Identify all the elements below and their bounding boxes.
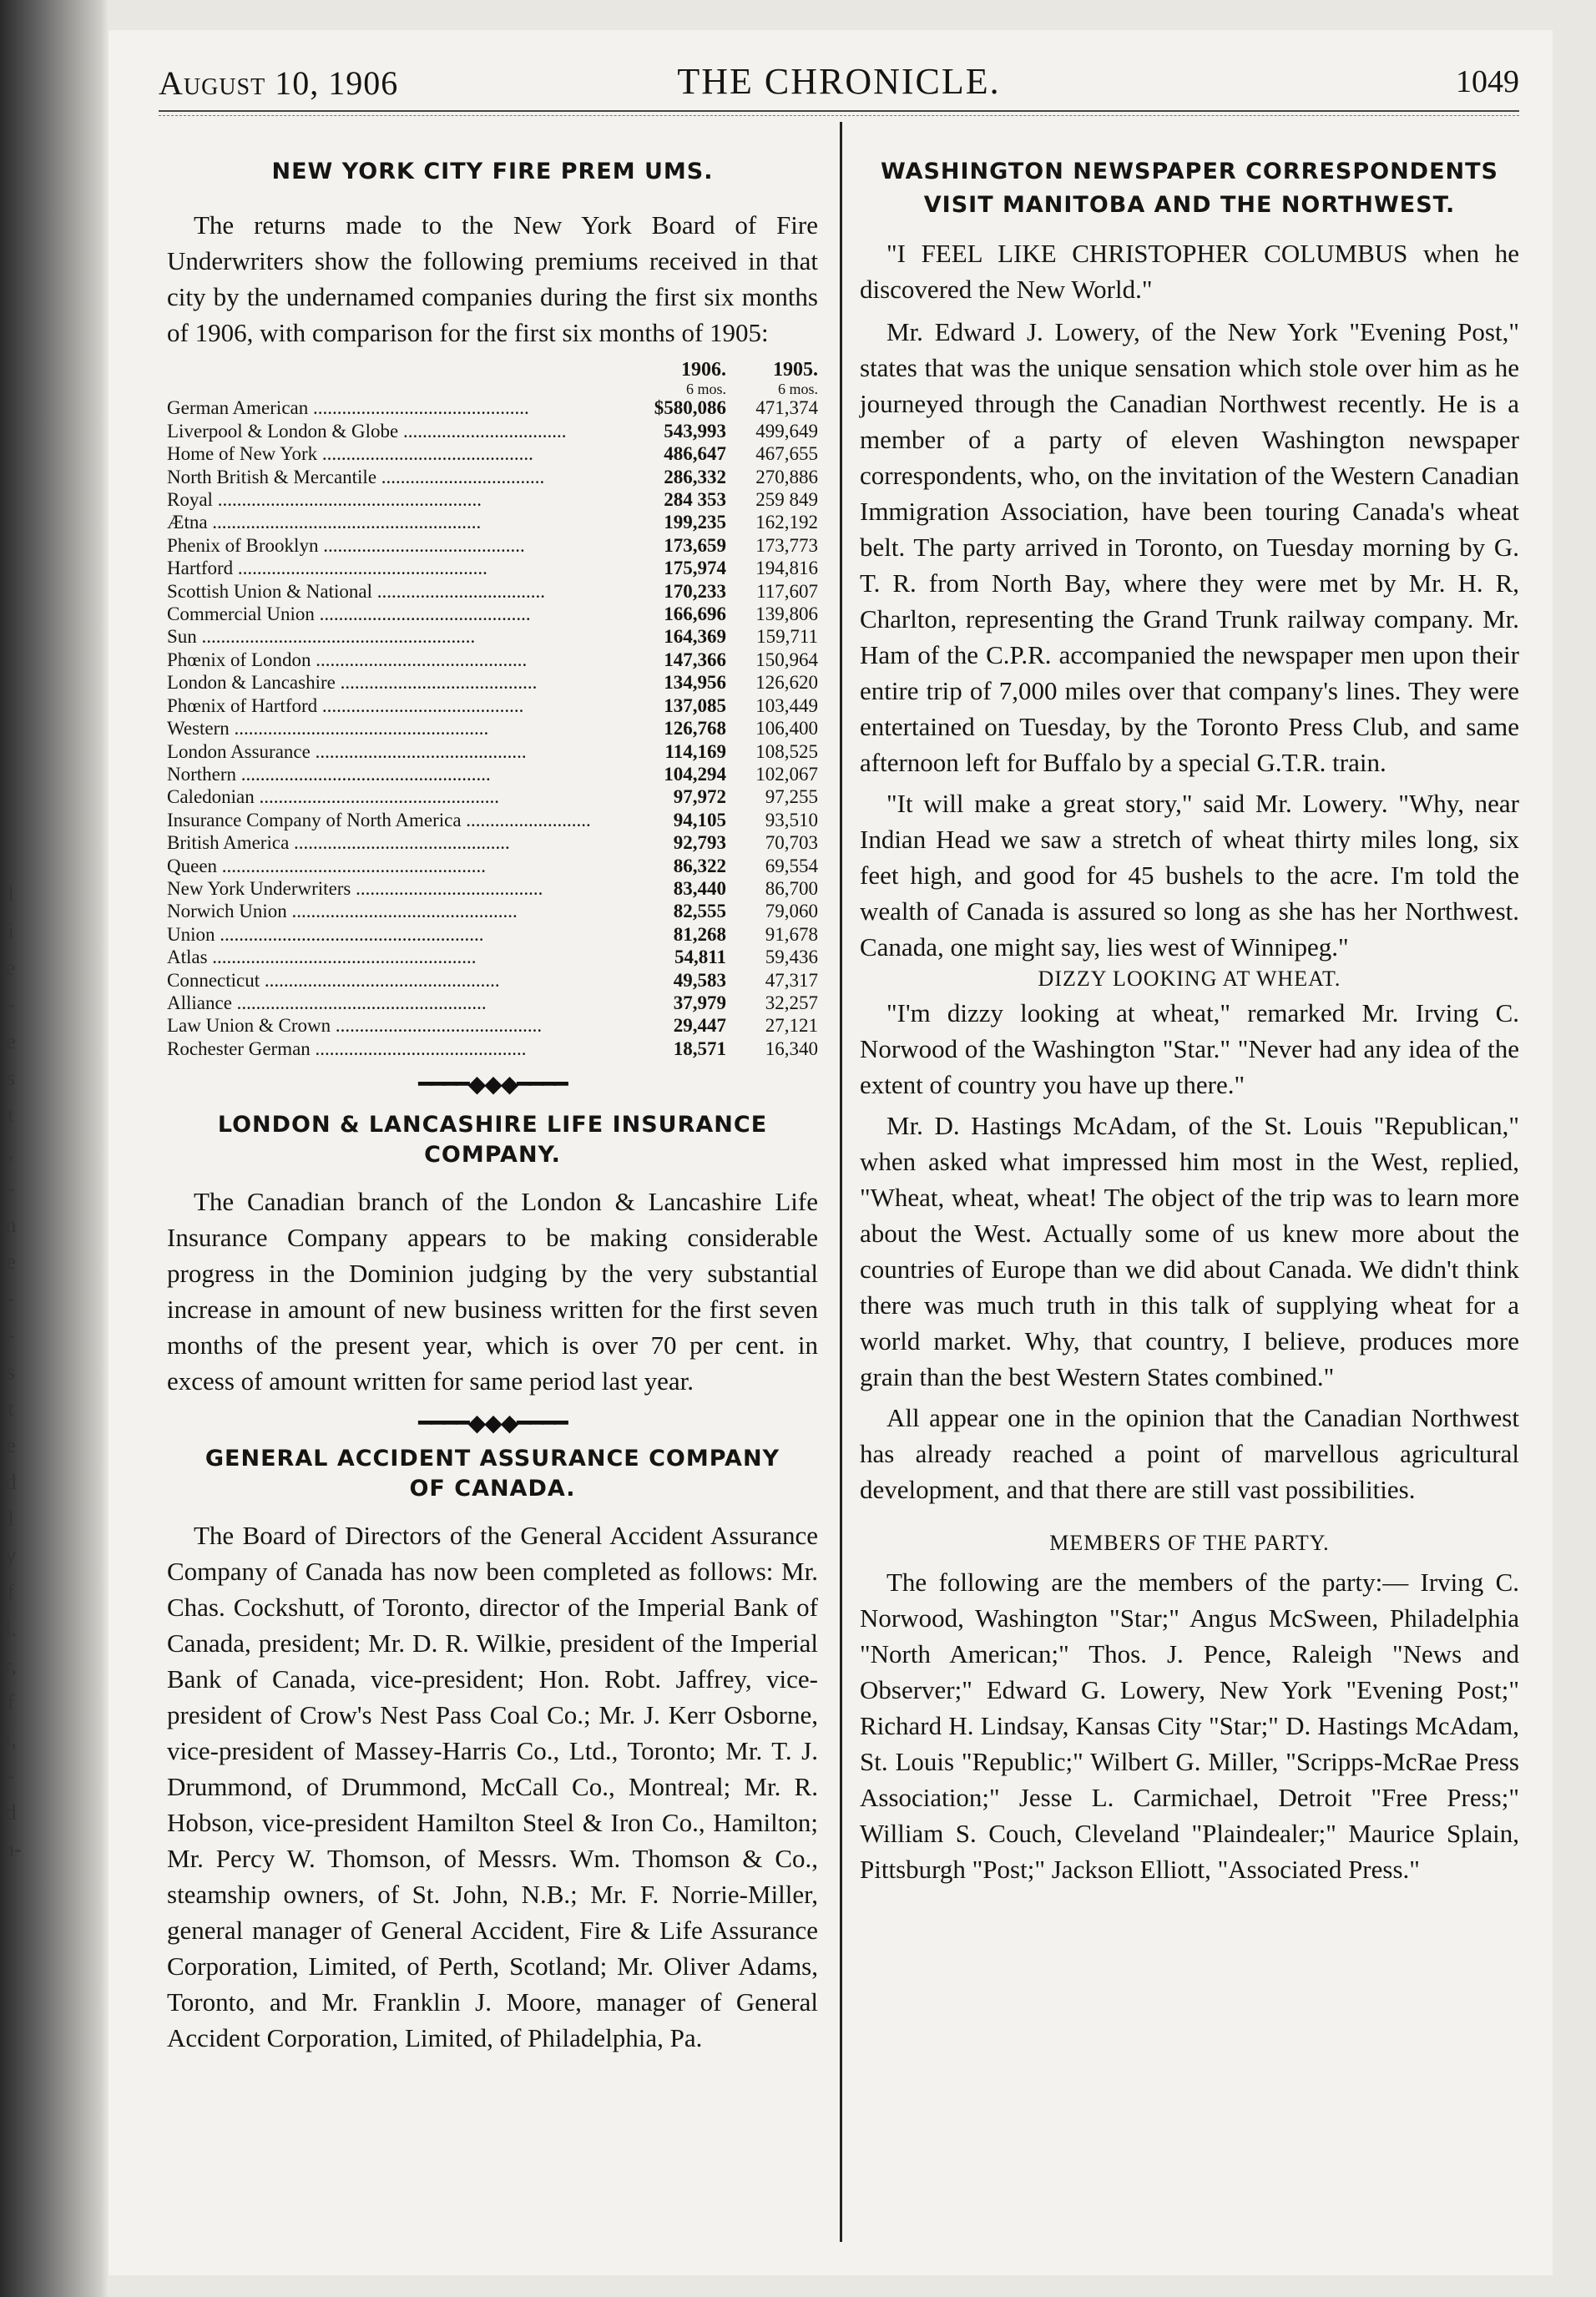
margin-fragment: n- bbox=[3, 1837, 22, 1861]
article-heading: LONDON & LANCASHIRE LIFE INSURANCE bbox=[217, 1112, 768, 1138]
right-column bbox=[860, 127, 1519, 1887]
column-header-1906: 1906. bbox=[681, 359, 726, 381]
premium-1906: 86,322 bbox=[673, 855, 726, 876]
left-column bbox=[167, 127, 818, 2056]
premium-1906: 54,811 bbox=[674, 947, 726, 968]
newspaper-page bbox=[109, 30, 1553, 2275]
article-paragraph-3: "It will make a great story," said Mr. Lowery. "Why, near Indian Head we saw a stretch of wheat thirty miles long, six feet high, and good for 45 bushels to the acre. I'm told the wealth of Canada is assured so long as she has her Northwest. Canada, one might say, lies west of Winnipeg." bbox=[860, 789, 1519, 962]
company-name: Caledonian .................................................. bbox=[167, 786, 499, 808]
premium-1906: 94,105 bbox=[673, 809, 726, 830]
margin-fragment: y bbox=[5, 1543, 17, 1568]
margin-fragment: i, bbox=[5, 1727, 17, 1751]
premium-1906: 284 353 bbox=[664, 489, 726, 511]
company-name: Commercial Union ............................................ bbox=[167, 603, 531, 625]
margin-fragment: e bbox=[6, 1433, 16, 1457]
margin-fragment: t bbox=[8, 1103, 14, 1127]
premium-1906: 166,696 bbox=[664, 603, 726, 625]
section-ornament: ━━━━◆◆◆━━━━ bbox=[418, 1070, 567, 1098]
table-row bbox=[167, 969, 818, 992]
margin-fragment: f bbox=[7, 1690, 15, 1714]
premium-1905: 471,374 bbox=[755, 397, 818, 419]
unit-1905: 6 mos. bbox=[777, 381, 818, 397]
company-name: Liverpool & London & Globe .................................. bbox=[167, 420, 567, 442]
premium-1906: 164,369 bbox=[664, 626, 726, 648]
margin-fragment: d bbox=[5, 1470, 17, 1494]
margin-fragment: s bbox=[6, 1066, 16, 1090]
table-header-row bbox=[167, 359, 818, 381]
premium-1905: 162,192 bbox=[755, 512, 818, 533]
margin-fragment: - bbox=[7, 992, 15, 1017]
margin-fragment: d bbox=[5, 1800, 17, 1825]
company-name: Western ..................................................... bbox=[167, 718, 489, 740]
page-number: 1049 bbox=[1456, 64, 1519, 99]
company-name: Alliance .................................................... bbox=[167, 992, 487, 1013]
premium-1905: 86,700 bbox=[765, 877, 818, 899]
margin-fragment: l. bbox=[5, 1617, 17, 1641]
margin-fragment: t bbox=[8, 1396, 14, 1421]
margin-fragment: r, bbox=[4, 1653, 18, 1678]
premium-1906: 92,793 bbox=[673, 832, 726, 854]
company-name: London Assurance ............................................ bbox=[167, 740, 527, 762]
company-name: Atlas ....................................................... bbox=[167, 947, 477, 968]
premium-1906: 170,233 bbox=[664, 580, 726, 602]
company-name: Norwich Union ............................................... bbox=[167, 901, 518, 922]
company-name: British America ............................................. bbox=[167, 832, 510, 854]
table-row bbox=[167, 603, 818, 625]
company-name: North British & Mercantile .................................. bbox=[167, 466, 545, 487]
table-row bbox=[167, 649, 818, 671]
table-row bbox=[167, 763, 818, 785]
article-body: The Board of Directors of the General Accident Assurance Company of Canada has now been completed as follows: Mr. Chas. Cockshutt, of Toronto, director of the Imperial Bank of Canada, president; Mr. D. R. Wilkie, president of the Imperial Bank of Canada, vice-president; Hon. Robt. Jaffrey, vice-president of Crow's Nest Pass Coal Co.; Mr. J. Kerr Osborne, vice-president of Massey-Harris Co., Ltd., Toronto; Mr. T. J. Drummond, of Drummond, McCall Co., Montreal; Mr. R. Hobson, vice-president Hamilton Steel & Iron Co., Hamilton; Mr. Percy W. Thomson, of Messrs. Wm. Thomson & Co., steamship owners, of St. John, N.B.; Mr. F. Norrie-Miller, general manager of General Accident, Fire & Life Assurance Corporation, Limited, of Perth, Scotland; Mr. Oliver Adams, Toronto, and Mr. Franklin J. Moore, manager of General Accident Corporation, Limited, of Philadelphia, Pa. bbox=[167, 1521, 818, 2053]
premium-1905: 173,773 bbox=[755, 534, 818, 556]
table-row bbox=[167, 809, 818, 831]
table-row bbox=[167, 396, 818, 419]
premium-1905: 259 849 bbox=[755, 489, 818, 511]
company-name: Rochester German ............................................ bbox=[167, 1037, 527, 1059]
premium-1905: 59,436 bbox=[765, 947, 818, 968]
article-heading-line2: COMPANY. bbox=[424, 1142, 561, 1169]
subheading-dizzy: DIZZY LOOKING AT WHEAT. bbox=[1038, 967, 1341, 991]
table-row bbox=[167, 557, 818, 579]
margin-fragment: - bbox=[7, 1176, 15, 1200]
margin-fragment: - bbox=[7, 1323, 15, 1347]
article-heading: NEW YORK CITY FIRE PREM UMS. bbox=[271, 159, 714, 184]
article-heading: WASHINGTON NEWSPAPER CORRESPONDENTS bbox=[881, 159, 1498, 184]
table-row bbox=[167, 511, 818, 533]
article-body: The Canadian branch of the London & Lancashire Life Insurance Company appears to be making considerable progress in the Dominion judging by the very substantial increase in amount of new business written for the first seven months of the present year, which is over 70 per cent. in excess of amount written for same period last year. bbox=[167, 1187, 818, 1396]
running-header bbox=[159, 55, 1519, 105]
premium-1906: 175,974 bbox=[664, 558, 726, 579]
company-name: Home of New York ............................................ bbox=[167, 443, 533, 465]
article-paragraph-2: Mr. Edward J. Lowery, of the New York "Evening Post," states that was the unique sensation which stole over him as he journeyed through the Canadian Northwest recently. He is a member of a party of eleven Washington newspaper correspondents, who, on the invitation of the Western Canadian Immigration Association, have been touring Canada's wheat belt. The party arrived in Toronto, on Tuesday morning by G. T. R. from North Bay, where they were met by Mr. H. R, Charlton, representing the Grand Trunk railway company. Mr. Ham of the C.P.R. accompanied the newspaper men upon their entire trip of 7,000 miles over that company's lines. They were entertained on Tuesday, by the Toronto Press Club, and same afternoon left for Buffalo by a special G.T.R. train. bbox=[860, 317, 1519, 777]
company-name: Law Union & Crown ........................................... bbox=[167, 1015, 543, 1037]
table-row bbox=[167, 717, 818, 740]
table-row bbox=[167, 900, 818, 922]
margin-fragment: n bbox=[5, 1213, 17, 1237]
premium-1906: 137,085 bbox=[664, 694, 726, 716]
premium-1905: 103,449 bbox=[755, 694, 818, 716]
premium-1906: 199,235 bbox=[664, 512, 726, 533]
company-name: Phenix of Brooklyn .......................................... bbox=[167, 534, 525, 556]
premium-1905: 97,255 bbox=[765, 786, 818, 808]
adjacent-page-margin bbox=[3, 876, 22, 1868]
premium-1906: 49,583 bbox=[673, 969, 726, 991]
table-row bbox=[167, 992, 818, 1014]
margin-fragment: l bbox=[8, 882, 14, 906]
table-row bbox=[167, 466, 818, 488]
premium-1906: 97,972 bbox=[673, 786, 726, 808]
premium-1905: 150,964 bbox=[755, 649, 818, 670]
margin-fragment: - bbox=[7, 1286, 15, 1310]
premium-1905: 69,554 bbox=[765, 855, 818, 876]
margin-fragment: e bbox=[6, 956, 16, 980]
premium-1905: 27,121 bbox=[765, 1015, 818, 1037]
article-intro: The returns made to the New York Board of Fire Underwriters show the following premiums received in that city by the undernamed companies during the first six months of 1906, with comparison for the first six months of 1905: bbox=[167, 210, 818, 347]
unit-1906: 6 mos. bbox=[685, 381, 726, 397]
header-rule bbox=[159, 110, 1519, 112]
premium-1905: 270,886 bbox=[755, 466, 818, 487]
premium-1905: 467,655 bbox=[755, 443, 818, 465]
premium-1906: 18,571 bbox=[673, 1037, 726, 1059]
company-name: Northern .................................................... bbox=[167, 763, 491, 785]
premium-1906: 126,768 bbox=[664, 718, 726, 740]
company-name: Scottish Union & National ................................... bbox=[167, 580, 545, 602]
article-paragraph-4: "I'm dizzy looking at wheat," remarked Mr. Irving C. Norwood of the Washington "Star." "Never had any idea of the extent of country you have up there." bbox=[860, 998, 1519, 1099]
table-row bbox=[167, 1037, 818, 1060]
article-paragraph-6: All appear one in the opinion that the Canadian Northwest has already reached a point of marvellous agricultural development, and that there are still vast possibilities. bbox=[860, 1403, 1519, 1504]
company-name: London & Lancashire ......................................... bbox=[167, 672, 538, 694]
table-row bbox=[167, 625, 818, 648]
article-paragraph-1: "I FEEL LIKE CHRISTOPHER COLUMBUS when he discovered the New World." bbox=[860, 239, 1519, 304]
article-london-lancashire bbox=[167, 1110, 818, 1436]
premium-1905: 102,067 bbox=[755, 763, 818, 785]
article-heading-line2: OF CANADA. bbox=[409, 1476, 576, 1502]
issue-date: August 10, 1906 bbox=[159, 64, 399, 102]
subheading-members: MEMBERS OF THE PARTY. bbox=[1049, 1531, 1330, 1555]
premium-1905: 91,678 bbox=[765, 923, 818, 945]
premium-1905: 139,806 bbox=[755, 603, 818, 625]
premium-1906: 81,268 bbox=[673, 923, 726, 945]
margin-fragment: e bbox=[6, 1029, 16, 1053]
article-paragraph-5: Mr. D. Hastings McAdam, of the St. Louis "Republican," when asked what impressed him most in the West, replied, "Wheat, wheat, wheat! The object of the trip was to learn more about the West. Actually some of us knew more about the countries of Europe than we did about Canada. We didn't think there was much truth in this talk of supplying wheat for a world market. Why, that country, I believe, produces more grain than the best Western States combined." bbox=[860, 1111, 1519, 1391]
table-row bbox=[167, 877, 818, 900]
premium-1905: 93,510 bbox=[765, 809, 818, 830]
premium-1905: 106,400 bbox=[755, 718, 818, 740]
premium-1906: 104,294 bbox=[664, 763, 726, 785]
company-name: Hartford .................................................... bbox=[167, 558, 487, 579]
article-washington-correspondents bbox=[860, 157, 1519, 1887]
premium-1905: 126,620 bbox=[755, 672, 818, 694]
article-paragraph-7: The following are the members of the party:— Irving C. Norwood, Washington "Star;" Angus McSween, Philadelphia "North American;" Thos. J. Pence, Raleigh "News and Observer;" Edward G. Lowery, New York "Evening Post;" Richard H. Lindsay, Kansas City "Star;" D. Hastings McAdam, St. Louis "Republic;" Wilbert G. Miller, "Scripps-McRae Press Association;" Jesse L. Carmichael, Detroit "Free Press;" William S. Couch, Cleveland "Plaindealer;" Maurice Splain, Pittsburgh "Post;" Jackson Elliott, "Associated Press." bbox=[860, 1568, 1519, 1884]
table-row bbox=[167, 1014, 818, 1037]
company-name: Connecticut ................................................. bbox=[167, 969, 500, 991]
company-name: Queen ....................................................... bbox=[167, 855, 487, 876]
company-name: New York Underwriters ....................................... bbox=[167, 877, 543, 899]
margin-fragment: s bbox=[6, 1360, 16, 1384]
premium-1906: 486,647 bbox=[664, 443, 726, 465]
table-row bbox=[167, 923, 818, 946]
article-general-accident bbox=[167, 1444, 818, 2056]
table-row bbox=[167, 534, 818, 557]
premium-1905: 32,257 bbox=[765, 992, 818, 1013]
company-name: Insurance Company of North America .......................... bbox=[167, 809, 591, 830]
company-name: Sun ......................................................... bbox=[167, 626, 476, 648]
margin-fragment: l bbox=[8, 1507, 14, 1531]
table-row bbox=[167, 855, 818, 877]
premium-1905: 499,649 bbox=[755, 420, 818, 442]
article-heading: GENERAL ACCIDENT ASSURANCE COMPANY bbox=[205, 1446, 780, 1472]
publication-title: THE CHRONICLE. bbox=[677, 61, 1001, 102]
premiums-table bbox=[167, 359, 818, 1060]
premium-1905: 47,317 bbox=[765, 969, 818, 991]
margin-fragment: i bbox=[8, 919, 14, 943]
premium-1906: 83,440 bbox=[673, 877, 726, 899]
margin-fragment: e bbox=[6, 1249, 16, 1274]
premium-1906: 286,332 bbox=[664, 466, 726, 487]
section-ornament: ━━━━◆◆◆━━━━ bbox=[418, 1409, 567, 1437]
table-row bbox=[167, 831, 818, 854]
table-row bbox=[167, 785, 818, 808]
table-row bbox=[167, 740, 818, 763]
premium-1905: 159,711 bbox=[756, 626, 818, 648]
table-row bbox=[167, 580, 818, 603]
table-row bbox=[167, 694, 818, 717]
premium-1906: 114,169 bbox=[664, 740, 726, 762]
company-name: Phœnix of Hartford .......................................... bbox=[167, 694, 524, 716]
table-unit-row bbox=[167, 381, 818, 396]
table-row bbox=[167, 420, 818, 442]
premium-1905: 194,816 bbox=[755, 558, 818, 579]
margin-fragment: f bbox=[7, 1580, 15, 1604]
company-name: Ætna ........................................................ bbox=[167, 512, 482, 533]
premium-1905: 108,525 bbox=[755, 740, 818, 762]
premium-1906: 134,956 bbox=[664, 672, 726, 694]
company-name: Phœnix of London ............................................ bbox=[167, 649, 528, 670]
premium-1905: 70,703 bbox=[765, 832, 818, 854]
column-rule bbox=[840, 122, 842, 2242]
premium-1906: 173,659 bbox=[664, 534, 726, 556]
company-name: Union ....................................................... bbox=[167, 923, 484, 945]
premium-1905: 79,060 bbox=[765, 901, 818, 922]
header-rule-secondary bbox=[159, 115, 1519, 116]
company-name: Royal ....................................................... bbox=[167, 489, 482, 511]
column-header-1905: 1905. bbox=[773, 359, 818, 381]
table-row bbox=[167, 946, 818, 968]
premium-1905: 117,607 bbox=[756, 580, 818, 602]
article-heading-line2: VISIT MANITOBA AND THE NORTHWEST. bbox=[923, 192, 1456, 218]
premium-1906: 543,993 bbox=[664, 420, 726, 442]
margin-fragment: , bbox=[8, 1139, 14, 1164]
premium-1906: 147,366 bbox=[664, 649, 726, 670]
premium-1906: 82,555 bbox=[673, 901, 726, 922]
company-name: German American ............................................. bbox=[167, 397, 529, 419]
premium-1905: 16,340 bbox=[765, 1037, 818, 1059]
article-ny-fire-premiums bbox=[167, 157, 818, 1097]
premium-1906: 29,447 bbox=[673, 1015, 726, 1037]
table-row bbox=[167, 671, 818, 694]
premium-1906: $580,086 bbox=[654, 397, 726, 419]
table-row bbox=[167, 442, 818, 465]
table-row bbox=[167, 488, 818, 511]
margin-fragment: - bbox=[7, 1764, 15, 1788]
premium-1906: 37,979 bbox=[673, 992, 726, 1013]
